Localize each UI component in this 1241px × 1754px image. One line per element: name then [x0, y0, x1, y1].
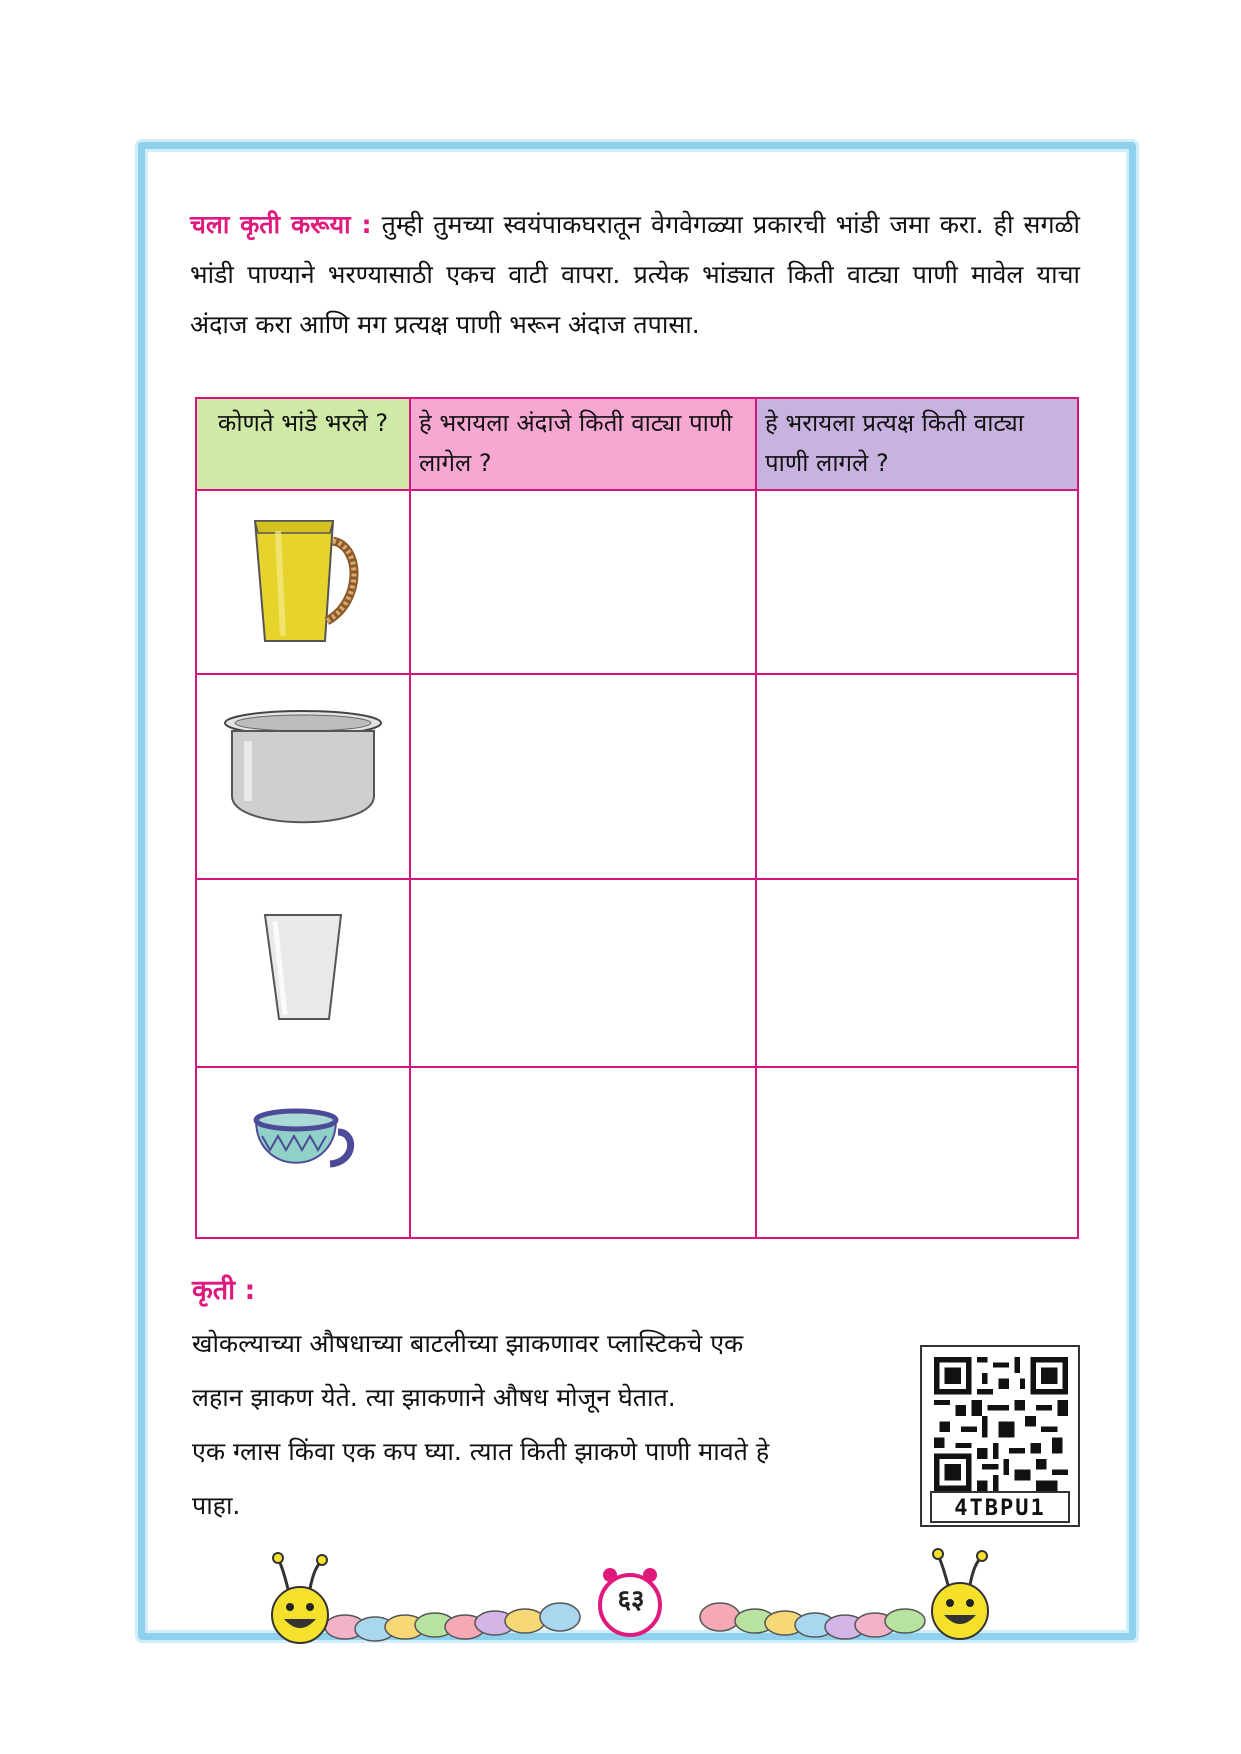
intro-text: तुम्ही तुमच्या स्वयंपाकघरातून वेगवेगळ्या प्रकारची भांडी जमा करा. ही सगळी भांडी पाण्याने भरण्यासाठी एकच वाटी वापरा. प्रत्येक भांड्यात किती वाट्या पाणी मावेल याचा अंदाज करा आणि मग प्रत्यक्ष पाणी भरून अंदाज तपासा.: [190, 210, 1080, 339]
estimate-cell[interactable]: [410, 674, 756, 879]
activity-line: पाहा.: [192, 1491, 241, 1520]
glass-cell: [196, 879, 410, 1067]
table-row: [196, 1067, 1078, 1238]
intro-paragraph: [190, 200, 1080, 350]
pot-cell: [196, 674, 410, 879]
estimate-cell[interactable]: [410, 490, 756, 674]
actual-cell[interactable]: [756, 879, 1078, 1067]
page-number: ६३: [617, 1585, 645, 1615]
table-row: [196, 490, 1078, 674]
activity-title: कृती :: [192, 1275, 256, 1306]
qr-label: 4TBPU1: [954, 1496, 1046, 1521]
estimate-cell[interactable]: [410, 1067, 756, 1238]
activity-line: लहान झाकण येते. त्या झाकणाने औषध मोजून घेतात.: [192, 1383, 676, 1412]
actual-cell[interactable]: [756, 490, 1078, 674]
activity-text: [192, 1317, 892, 1533]
intro-lead: चला कृती करूया :: [190, 210, 372, 239]
header-vessel: कोणते भांडे भरले ?: [196, 398, 410, 490]
table-row: [196, 674, 1078, 879]
glass-icon: [253, 907, 353, 1027]
actual-cell[interactable]: [756, 1067, 1078, 1238]
estimate-cell[interactable]: [410, 879, 756, 1067]
qr-code-box[interactable]: [920, 1345, 1080, 1527]
qr-code-icon: [934, 1357, 1068, 1491]
estimation-table: [195, 397, 1079, 1239]
activity-line: खोकल्याच्या औषधाच्या बाटलीच्या झाकणावर प्लास्टिकचे एक: [192, 1329, 744, 1358]
cup-icon: [248, 1102, 358, 1192]
table-row: [196, 879, 1078, 1067]
pot-icon: [218, 701, 388, 841]
activity-line: एक ग्लास किंवा एक कप घ्या. त्यात किती झाकणे पाणी मावते हे: [192, 1437, 770, 1466]
actual-cell[interactable]: [756, 674, 1078, 879]
header-estimate: हे भरायला अंदाजे किती वाट्या पाणी लागेल ?: [410, 398, 756, 490]
mug-cell: [196, 490, 410, 674]
header-actual: हे भरायला प्रत्यक्ष किती वाट्या पाणी लागले ?: [756, 398, 1078, 490]
mug-icon: [233, 501, 373, 651]
cup-cell: [196, 1067, 410, 1238]
